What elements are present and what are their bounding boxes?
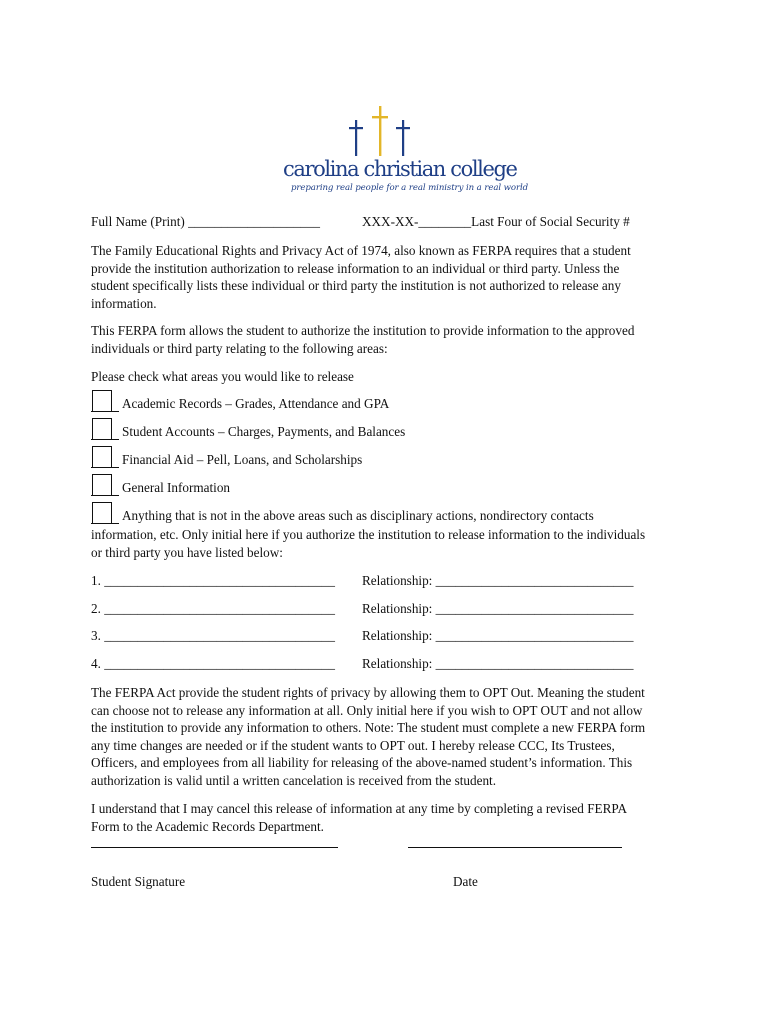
intro-paragraph (91, 242, 691, 312)
date-label: Date (453, 874, 478, 889)
ssn-prefix: XXX-XX-________ (362, 214, 472, 229)
student-accounts-checkbox[interactable] (92, 418, 112, 440)
optout-line: the institution to provide any information to others. Note: The student must complete a new FERPA form (91, 720, 646, 735)
initial-line (91, 439, 119, 440)
authorize-line: individuals or third party relating to the following areas: (91, 340, 388, 356)
area-label: Financial Aid – Pell, Loans, and Scholarships (122, 452, 363, 467)
college-tagline: preparing real people for a real ministry in a real world (291, 183, 529, 193)
college-logo (0, 100, 770, 200)
recipient-1-relationship-field[interactable]: Relationship: ______________________________ (362, 573, 634, 588)
cancel-line: Form to the Academic Records Department. (91, 818, 324, 834)
optout-line: any time changes are needed or if the student wants to OPT out. I hereby release CCC, Its Trustees, (91, 737, 615, 753)
optout-line: Officers, and employees from all liability for releasing of the above-named student’s information. This (91, 755, 633, 770)
financial-aid-checkbox[interactable] (92, 446, 112, 468)
recipient-2-relationship-field[interactable]: Relationship: ______________________________ (362, 601, 634, 616)
authorize-line: This FERPA form allows the student to authorize the institution to provide information to the approved (91, 323, 635, 338)
authorize-paragraph (91, 322, 691, 357)
date-line[interactable] (408, 847, 622, 848)
college-name: carolina christian college (283, 157, 517, 181)
intro-line: information. (91, 295, 157, 311)
recipient-4-name-field[interactable]: 4. ___________________________________ (91, 656, 335, 671)
student-signature-line[interactable] (91, 847, 338, 848)
area-label: Student Accounts – Charges, Payments, and Balances (122, 424, 406, 439)
cancel-paragraph (91, 800, 691, 835)
ssn-label: Last Four of Social Security # (471, 214, 630, 229)
intro-line: The Family Educational Rights and Privacy Act of 1974, also known as FERPA requires that a student (91, 243, 631, 258)
initial-line (91, 495, 119, 496)
optout-paragraph (91, 684, 691, 789)
recipient-4-relationship-field[interactable]: Relationship: ______________________________ (362, 656, 634, 671)
initial-line (91, 411, 119, 412)
anything-continuation (91, 526, 691, 561)
full-name-field[interactable]: Full Name (Print) ____________________ (91, 214, 320, 229)
three-crosses-icon (340, 104, 420, 160)
general-information-checkbox[interactable] (92, 474, 112, 496)
area-label: Academic Records – Grades, Attendance and GPA (122, 396, 390, 411)
area-label: General Information (122, 480, 231, 495)
student-signature-label: Student Signature (91, 874, 186, 889)
recipient-2-name-field[interactable]: 2. ___________________________________ (91, 601, 335, 616)
academic-records-checkbox[interactable] (92, 390, 112, 412)
optout-line: can choose not to release any information at all. Only initial here if you wish to OPT OUT and not allow (91, 702, 643, 718)
optout-line: authorization is valid until a written cancelation is received from the student. (91, 772, 497, 788)
optout-line: The FERPA Act provide the student rights of privacy by allowing them to OPT Out. Meaning the student (91, 685, 645, 700)
intro-line: student specifically lists these individual or third party the institution is not authorized to release any (91, 278, 621, 293)
initial-line (91, 467, 119, 468)
cancel-line: I understand that I may cancel this release of information at any time by completing a revised FERPA (91, 801, 628, 816)
recipient-3-relationship-field[interactable]: Relationship: ______________________________ (362, 628, 634, 643)
continuation-line: information, etc. Only initial here if you authorize the institution to release information to the individuals (91, 527, 646, 542)
check-prompt: Please check what areas you would like to release (91, 369, 354, 384)
area-label: Anything that is not in the above areas such as disciplinary actions, nondirectory contacts (122, 508, 594, 523)
continuation-line: or third party you have listed below: (91, 544, 283, 560)
intro-line: provide the institution authorization to release information to an individual or third party. Unless the (91, 260, 620, 276)
recipient-3-name-field[interactable]: 3. ___________________________________ (91, 628, 335, 643)
anything-else-checkbox[interactable] (92, 502, 112, 524)
initial-line (91, 523, 119, 524)
recipient-1-name-field[interactable]: 1. ___________________________________ (91, 573, 335, 588)
ssn-field[interactable] (362, 214, 630, 230)
